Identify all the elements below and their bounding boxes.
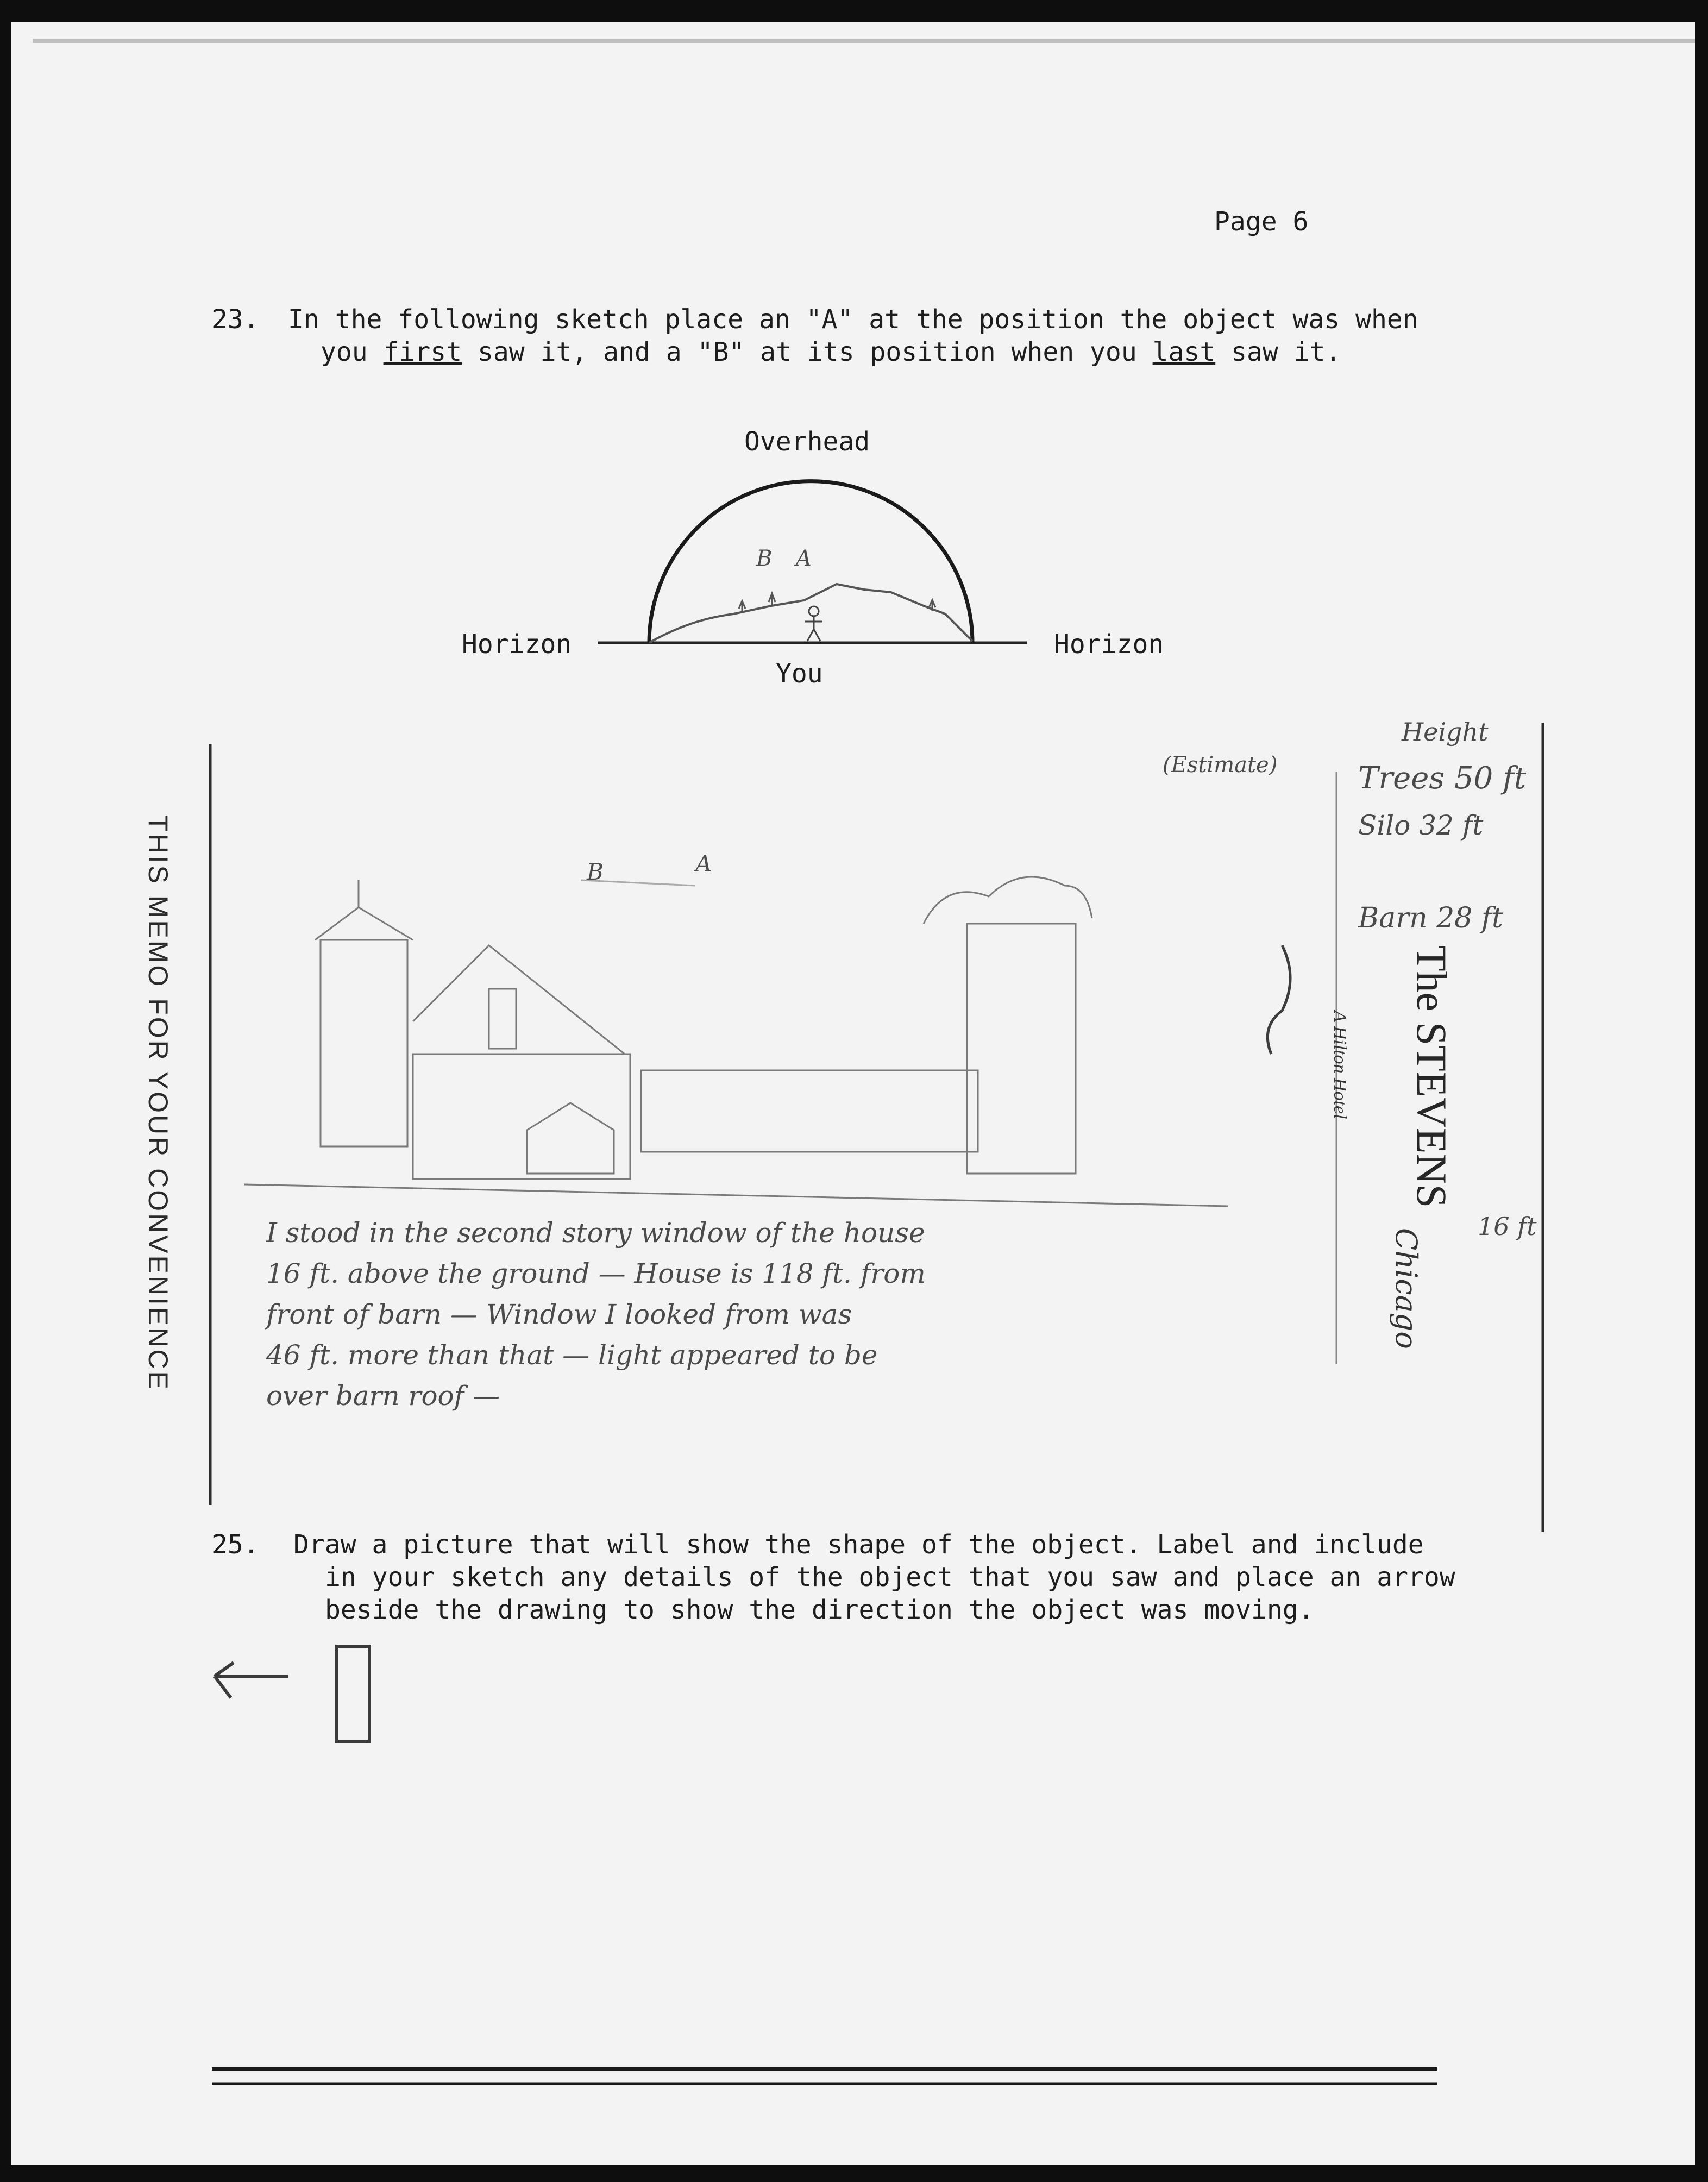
q23-first-word: first [383,337,462,367]
hotel-city: Chicago [1389,1228,1423,1349]
tree-marks [739,593,935,612]
you-label: You [776,659,823,689]
barn-roof [413,945,625,1054]
memo-side-text: THIS MEMO FOR YOUR CONVENIENCE [143,815,173,1391]
window-height-note: 16 ft [1478,1212,1537,1241]
hotel-name: The STEVENS [1408,945,1455,1208]
q23-line2-b: saw it, and a "B" at its position when you [462,337,1153,367]
q23-line2 [321,337,1341,367]
object-drawing [215,1646,369,1741]
statement-line-4: 46 ft. more than that — light appeared to be [266,1339,878,1371]
silo-right [967,924,1076,1174]
memo-page [11,22,1695,2165]
sketch-mark-b: B [587,858,604,885]
farm-sketch [244,877,1228,1206]
silo-left [321,940,407,1146]
q23-last-word: last [1152,337,1216,367]
stick-figure-icon [805,606,822,641]
hotel-subtitle: A Hilton Hotel [1330,1011,1350,1119]
silo-height-note: Silo 32 ft [1358,810,1484,841]
statement-line-2: 16 ft. above the ground — House is 118 ft. from [266,1258,926,1289]
tree-canopy [924,877,1092,924]
q24-number: 25. [212,1529,259,1560]
ground-line [244,1184,1228,1206]
object-shape [337,1646,369,1741]
horizon-left-label: Horizon [462,629,572,660]
q24-line2: in your sketch any details of the object that you saw and place an arrow [325,1562,1455,1592]
barn-shed [527,1103,614,1174]
sky-diagram [598,481,1027,643]
trees-height-note: Trees 50 ft [1358,761,1527,796]
horizon-right-label: Horizon [1054,629,1164,660]
q23-line2-c: saw it. [1215,337,1341,367]
diagram-mark-b: B [756,546,773,571]
barn-body [413,1054,630,1179]
barn-loft-window [489,989,516,1049]
diagram-mark-a: A [796,546,812,571]
height-note: Height [1402,717,1489,747]
statement-line-1: I stood in the second story window of the house [266,1217,925,1249]
q23-line1: In the following sketch place an "A" at the position the object was when [288,304,1418,335]
overhead-label: Overhead [744,427,870,457]
q23-number: 23. [212,304,259,335]
direction-arrow-head [215,1663,234,1698]
barn-height-note: Barn 28 ft [1358,902,1503,935]
q24-line3: beside the drawing to show the direction the object was moving. [325,1595,1314,1625]
estimate-note: (Estimate) [1163,753,1278,778]
barn-extension [641,1070,978,1152]
statement-line-3: front of barn — Window I looked from was [266,1299,852,1330]
statement-line-5: over barn roof — [266,1380,500,1412]
q24-line1: Draw a picture that will show the shape of the object. Label and include [293,1529,1424,1560]
sketch-mark-a: A [695,850,712,877]
pencil-brace [1267,945,1290,1054]
silo-roof [315,907,413,940]
q23-line2-a: you [321,337,384,367]
page-number: Page 6 [1214,206,1309,237]
